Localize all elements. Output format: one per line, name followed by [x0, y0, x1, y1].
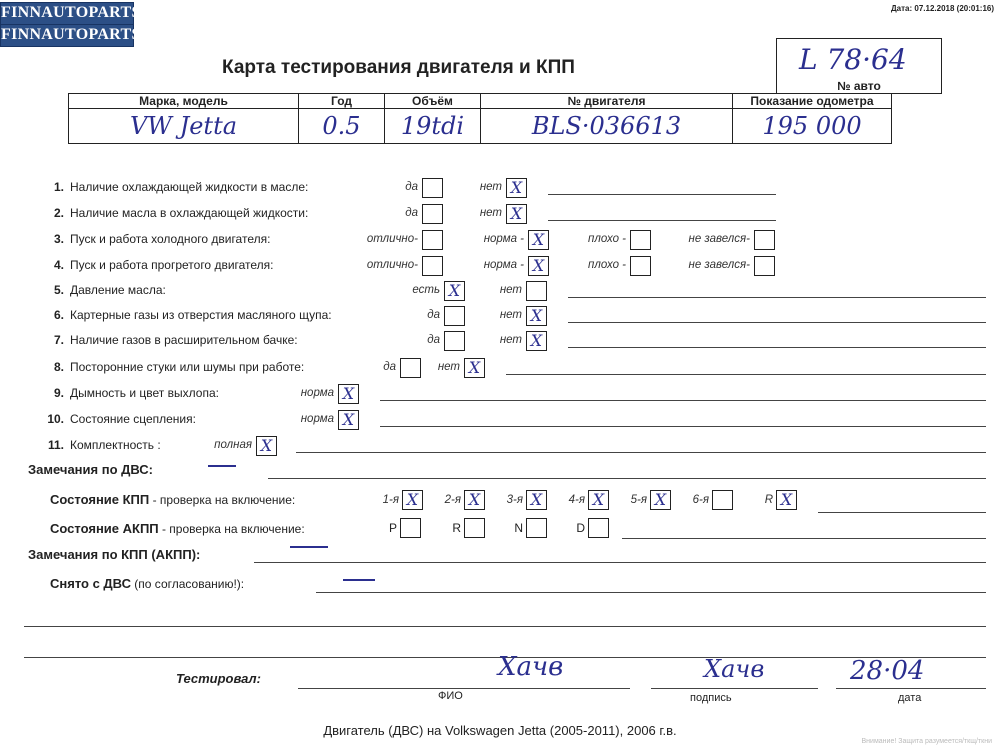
- option-label: нет: [437, 361, 460, 373]
- checkbox[interactable]: [464, 358, 485, 378]
- check-mark: [755, 231, 774, 249]
- kpp-line: [818, 512, 986, 513]
- item-text: Наличие масла в охлаждающей жидкости:: [70, 206, 309, 220]
- volume-value: 19tdi: [385, 109, 481, 144]
- item-text: Давление масла:: [70, 283, 166, 297]
- item-number: 1.: [53, 180, 64, 194]
- check-mark: X: [468, 358, 481, 377]
- item-text: Состояние сцепления:: [70, 412, 196, 426]
- answer-line: [506, 374, 986, 375]
- odometer-value: 195 000: [733, 109, 892, 144]
- check-mark: [445, 332, 464, 350]
- check-mark: [713, 491, 732, 509]
- option-label: да: [427, 334, 440, 346]
- option-label: плохо -: [588, 233, 626, 245]
- option-label: да: [405, 181, 418, 193]
- option-label: норма: [300, 387, 334, 399]
- answer-line: [568, 322, 986, 323]
- item-number: 9.: [53, 386, 64, 400]
- checkbox[interactable]: [526, 281, 547, 301]
- option-label: норма -: [483, 233, 524, 245]
- check-mark: [631, 257, 650, 275]
- checkbox[interactable]: [422, 230, 443, 250]
- item-number: 7.: [53, 333, 64, 347]
- checkbox[interactable]: [506, 204, 527, 224]
- checkbox[interactable]: [400, 358, 421, 378]
- item-text: Картерные газы из отверстия масляного щупа:: [70, 308, 332, 322]
- position-checkbox[interactable]: [526, 518, 547, 538]
- item-text: Комплектность :: [70, 438, 161, 452]
- brand-logo: FINNAUTOPARTS: [0, 2, 134, 25]
- item-text: Дымность и цвет выхлопа:: [70, 386, 219, 400]
- option-label: нет: [499, 284, 522, 296]
- check-mark: [423, 179, 442, 197]
- gear-checkbox[interactable]: [712, 490, 733, 510]
- check-mark: [527, 282, 546, 300]
- gear-checkbox[interactable]: [650, 490, 671, 510]
- date-line: [836, 688, 986, 689]
- option-label: да: [405, 207, 418, 219]
- check-mark: X: [260, 436, 273, 455]
- remarks-engine-line: [268, 478, 986, 479]
- akpp-title: [50, 521, 305, 536]
- option-label: нет: [499, 334, 522, 346]
- akpp-title-text: Состояние АКПП: [50, 521, 159, 536]
- check-mark: X: [530, 331, 543, 350]
- check-mark: X: [468, 490, 481, 509]
- item-number: 8.: [53, 360, 64, 374]
- option-label: норма -: [483, 259, 524, 271]
- check-mark: X: [510, 204, 523, 223]
- option-label: нет: [499, 309, 522, 321]
- option-label: нет: [479, 181, 502, 193]
- checkbox[interactable]: [338, 384, 359, 404]
- item-number: 11.: [47, 438, 64, 452]
- gear-checkbox[interactable]: [588, 490, 609, 510]
- answer-line: [548, 220, 776, 221]
- gear-checkbox[interactable]: [776, 490, 797, 510]
- signature-label: подпись: [690, 692, 732, 704]
- answer-line: [568, 297, 986, 298]
- option-label: полная: [214, 439, 252, 451]
- checkbox[interactable]: [528, 256, 549, 276]
- gear-label: 3-я: [506, 494, 523, 506]
- check-mark: [423, 231, 442, 249]
- checkbox[interactable]: [506, 178, 527, 198]
- auto-number-label: № авто: [837, 79, 881, 93]
- check-mark: [423, 205, 442, 223]
- position-checkbox[interactable]: [588, 518, 609, 538]
- fio-line: [298, 688, 630, 689]
- answer-line: [380, 426, 986, 427]
- check-mark: X: [510, 178, 523, 197]
- check-mark: [755, 257, 774, 275]
- check-mark: [589, 519, 608, 537]
- check-mark: [401, 359, 420, 377]
- caption: Двигатель (ДВС) на Volkswagen Jetta (2005-2011), 2006 г.в.: [323, 723, 677, 738]
- check-mark: X: [592, 490, 605, 509]
- gear-checkbox[interactable]: [464, 490, 485, 510]
- kpp-subtitle: - проверка на включение:: [149, 493, 296, 507]
- signature-handwritten: Хачв: [704, 655, 765, 683]
- remarks-kpp-label: Замечания по КПП (АКПП):: [28, 547, 201, 562]
- tested-label: Тестировал:: [176, 671, 261, 686]
- col-header: Объём: [385, 94, 481, 109]
- date-label: дата: [898, 692, 922, 704]
- check-mark: X: [342, 410, 355, 429]
- item-text: Наличие охлаждающей жидкости в масле:: [70, 180, 309, 194]
- check-mark: [631, 231, 650, 249]
- fio-handwritten: Хачв: [498, 652, 564, 682]
- remarks-kpp-line: [254, 562, 986, 563]
- engine-number-value: BLS·036613: [481, 109, 733, 144]
- checkbox[interactable]: [422, 204, 443, 224]
- fio-label: ФИО: [438, 690, 463, 702]
- brand-logo-secondary: FINNAUTOPARTS: [0, 24, 134, 47]
- gear-label: R: [764, 494, 773, 506]
- check-mark: X: [780, 490, 793, 509]
- gear-checkbox[interactable]: [402, 490, 423, 510]
- col-header: № двигателя: [481, 94, 733, 109]
- check-mark: X: [532, 230, 545, 249]
- signature-line: [651, 688, 818, 689]
- dash-mark: [343, 579, 375, 581]
- option-label: да: [427, 309, 440, 321]
- gear-label: 5-я: [630, 494, 647, 506]
- col-header: Марка, модель: [69, 94, 299, 109]
- year-value: 0.5: [299, 109, 385, 144]
- item-number: 10.: [47, 412, 64, 426]
- removed-label: [50, 576, 244, 591]
- gear-label: 1-я: [382, 494, 399, 506]
- kpp-title: [50, 492, 295, 507]
- remarks-engine-label: Замечания по ДВС:: [28, 462, 153, 477]
- position-label: D: [576, 521, 585, 535]
- gear-label: 6-я: [692, 494, 709, 506]
- item-text: Посторонние стуки или шумы при работе:: [70, 360, 305, 374]
- option-label: не завелся-: [688, 233, 750, 245]
- checkbox[interactable]: [526, 331, 547, 351]
- checkbox[interactable]: [630, 230, 651, 250]
- option-label: не завелся-: [688, 259, 750, 271]
- dash-mark: [208, 465, 236, 467]
- item-text: Пуск и работа холодного двигателя:: [70, 232, 271, 246]
- akpp-subtitle: - проверка на включение:: [158, 522, 305, 536]
- item-number: 4.: [53, 258, 64, 272]
- item-text: Пуск и работа прогретого двигателя:: [70, 258, 274, 272]
- position-label: N: [514, 521, 523, 535]
- auto-number-value: L 78·64: [799, 43, 907, 76]
- dash-mark: [290, 546, 328, 548]
- auto-number-box: [776, 38, 942, 94]
- check-mark: X: [654, 490, 667, 509]
- gear-label: 2-я: [444, 494, 461, 506]
- checkbox[interactable]: [526, 306, 547, 326]
- checkbox[interactable]: [338, 410, 359, 430]
- date-handwritten: 28·04: [850, 656, 925, 686]
- check-mark: X: [406, 490, 419, 509]
- model-value: VW Jetta: [69, 109, 299, 144]
- check-mark: X: [448, 281, 461, 300]
- option-label: есть: [412, 284, 440, 296]
- gear-checkbox[interactable]: [526, 490, 547, 510]
- item-number: 3.: [53, 232, 64, 246]
- vehicle-info-table: [68, 93, 892, 144]
- option-label: отлично-: [366, 233, 418, 245]
- answer-line: [380, 400, 986, 401]
- checkbox[interactable]: [754, 230, 775, 250]
- removed-suffix: (по согласованию!):: [130, 577, 245, 591]
- col-header: Год: [299, 94, 385, 109]
- checkbox[interactable]: [422, 256, 443, 276]
- gear-label: 4-я: [568, 494, 585, 506]
- option-label: норма: [300, 413, 334, 425]
- position-label: R: [452, 521, 461, 535]
- position-label: P: [388, 521, 397, 535]
- answer-line: [568, 347, 986, 348]
- check-mark: X: [532, 256, 545, 275]
- akpp-line: [622, 538, 986, 539]
- check-mark: [423, 257, 442, 275]
- blank-line: [24, 626, 986, 627]
- item-number: 2.: [53, 206, 64, 220]
- position-checkbox[interactable]: [464, 518, 485, 538]
- check-mark: X: [530, 306, 543, 325]
- checkbox[interactable]: [444, 306, 465, 326]
- col-header: Показание одометра: [733, 94, 892, 109]
- checkbox[interactable]: [422, 178, 443, 198]
- checkbox[interactable]: [444, 281, 465, 301]
- check-mark: X: [530, 490, 543, 509]
- date-stamp: Дата: 07.12.2018 (20:01:16): [890, 4, 994, 13]
- check-mark: [527, 519, 546, 537]
- checkbox[interactable]: [444, 331, 465, 351]
- check-mark: [445, 307, 464, 325]
- item-text: Наличие газов в расширительном бачке:: [70, 333, 298, 347]
- checkbox[interactable]: [256, 436, 277, 456]
- check-mark: [401, 519, 420, 537]
- checkbox[interactable]: [528, 230, 549, 250]
- answer-line: [548, 194, 776, 195]
- removed-line: [316, 592, 986, 593]
- checkbox[interactable]: [754, 256, 775, 276]
- option-label: да: [383, 361, 396, 373]
- option-label: нет: [479, 207, 502, 219]
- checkbox[interactable]: [630, 256, 651, 276]
- removed-label-text: Снято с ДВС: [50, 576, 131, 591]
- answer-line: [296, 452, 986, 453]
- item-number: 5.: [53, 283, 64, 297]
- watermark: Внимание! Защита разумеется/ткщ/ткни: [861, 738, 992, 745]
- kpp-title-text: Состояние КПП: [50, 492, 150, 507]
- check-mark: [465, 519, 484, 537]
- option-label: отлично-: [366, 259, 418, 271]
- check-mark: X: [342, 384, 355, 403]
- option-label: плохо -: [588, 259, 626, 271]
- position-checkbox[interactable]: [400, 518, 421, 538]
- form-title: Карта тестирования двигателя и КПП: [222, 57, 575, 78]
- item-number: 6.: [53, 308, 64, 322]
